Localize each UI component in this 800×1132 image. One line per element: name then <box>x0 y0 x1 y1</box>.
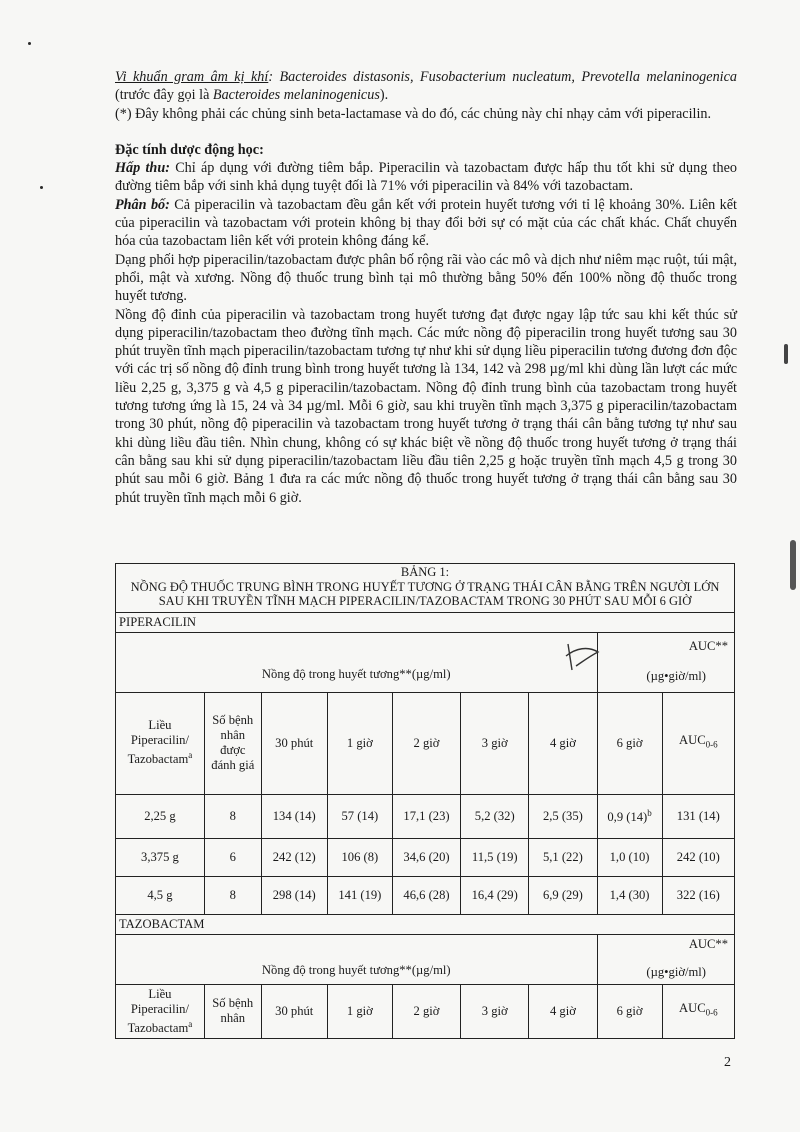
absorption-label: Hấp thu: <box>115 160 170 177</box>
table-title <box>116 564 735 613</box>
auc-header <box>597 632 734 692</box>
cell-auc: 322 (16) <box>662 876 734 914</box>
cell-t1: 141 (19) <box>327 876 392 914</box>
anaerobes-old-name: Bacteroides melaninogenicus <box>212 87 380 104</box>
cell-n: 6 <box>204 838 261 876</box>
cell-t3: 5,2 (32) <box>461 794 529 838</box>
scan-speck <box>784 344 788 364</box>
anaerobes-close: ). <box>379 87 389 104</box>
paragraph-footnote: (*) Đây không phải các chủng sinh beta-lactamase và do đó, các chủng này chỉ nhạy cảm với piperacilin. <box>115 105 712 122</box>
col-3h-2: 3 giờ <box>461 984 529 1038</box>
scan-speck <box>790 540 796 590</box>
page-number: 2 <box>724 1055 731 1070</box>
distribution-text: Cả piperacilin và tazobactam đều gắn kết với protein huyết tương với tỉ lệ khoảng 30%. Liên kết của piperacilin và tazobactam với protein không bị thay đổi bởi sự có mặt của các chất khác. Chất chuyển hóa của tazobactam liên kết với protein không đáng kể. <box>115 196 737 250</box>
col-6h-2: 6 giờ <box>597 984 662 1038</box>
col-auc-2 <box>662 984 734 1038</box>
col-dose-header-2 <box>116 984 205 1038</box>
col-2h: 2 giờ <box>392 692 460 794</box>
cell-t6: 1,0 (10) <box>597 838 662 876</box>
cell-t6 <box>597 794 662 838</box>
section-piperacilin: PIPERACILIN <box>116 612 735 632</box>
col-auc-text-2: AUC <box>679 1001 706 1016</box>
auc-label-2: AUC** <box>688 936 728 951</box>
cell-t2: 46,6 (28) <box>392 876 460 914</box>
col-4h-2: 4 giờ <box>529 984 597 1038</box>
paragraph-absorption <box>115 159 737 196</box>
col-6h: 6 giờ <box>597 692 662 794</box>
cell-dose: 4,5 g <box>116 876 205 914</box>
scan-speck <box>40 186 43 189</box>
cell-t2: 17,1 (23) <box>392 794 460 838</box>
conc-header: Nồng độ trong huyết tương**(µg/ml) <box>116 632 598 692</box>
cell-dose: 3,375 g <box>116 838 205 876</box>
col-dose-header <box>116 692 205 794</box>
table-title-number: BẢNG 1: <box>400 565 450 579</box>
cell-t4: 5,1 (22) <box>529 838 597 876</box>
cell-t4: 6,9 (29) <box>529 876 597 914</box>
cell-t4: 2,5 (35) <box>529 794 597 838</box>
cell-t30: 298 (14) <box>261 876 327 914</box>
cell-t30: 242 (12) <box>261 838 327 876</box>
cell-t6-value: 0,9 (14) <box>607 810 648 825</box>
col-dose-sup: a <box>188 750 193 761</box>
body-text <box>115 68 737 507</box>
paragraph-distribution <box>115 196 737 251</box>
cell-dose: 2,25 g <box>116 794 205 838</box>
cell-t6: 1,4 (30) <box>597 876 662 914</box>
auc-unit: (µg•giờ/ml) <box>646 668 706 683</box>
col-auc-text: AUC <box>679 733 706 748</box>
table-title-text: NỒNG ĐỘ THUỐC TRUNG BÌNH TRONG HUYẾT TƯƠNG Ở TRẠNG THÁI CÂN BẰNG TRÊN NGƯỜI LỚN SAU KHI TRUYỀN TĨNH MẠCH PIPERACILIN/TAZOBACTAM TRONG 30 PHÚT SAU MỖI 6 GIỜ <box>130 579 720 608</box>
cell-auc: 242 (10) <box>662 838 734 876</box>
anaerobes-label: Vi khuẩn gram âm kị khí <box>115 69 269 85</box>
col-dose-text-2: Liều Piperacilin/ Tazobactam <box>127 986 189 1035</box>
cell-t1: 106 (8) <box>327 838 392 876</box>
auc-label: AUC** <box>688 638 728 653</box>
col-30min-2: 30 phút <box>261 984 327 1038</box>
pk-table <box>115 563 735 1039</box>
cell-n: 8 <box>204 794 261 838</box>
anaerobes-note: (trước đây gọi là <box>115 87 213 104</box>
paragraph-tissue: Dạng phối hợp piperacilin/tazobactam được phân bố rộng rãi vào các mô và dịch như niêm mạc ruột, túi mật, phổi, mật và xương. Nồng độ thuốc trung bình tại mô thường bằng 50% đến 100% nồng độ thuốc trong huyết tương. <box>115 251 737 305</box>
paragraph-concentration: Nồng độ đỉnh của piperacilin và tazobactam trong huyết tương đạt được ngay lập tức sau khi kết thúc sử dụng piperacilin/tazobactam theo đường tĩnh mạch. Các mức nồng độ piperacilin trong huyết tương sau 30 phút truyền tĩnh mạch piperacilin/tazobactam tương tự như khi sử dụng liều piperacilin tương đương đơn độc với các trị số nồng độ đỉnh trung bình trong huyết tương là 134, 142 và 298 µg/ml khi dùng lần lượt các mức liều 2,25 g, 3,375 g và 4,5 g piperacilin/tazobactam. Nồng độ đỉnh trung bình của tazobactam trong huyết tương tương ứng là 15, 24 và 34 µg/ml. Mỗi 6 giờ, sau khi truyền tĩnh mạch 3,375 g piperacilin/tazobactam trong 30 phút, nồng độ piperacilin và tazobactam trong huyết tương ở trạng thái cân bằng tương tự như sau khi dùng liều đầu tiên. Nhìn chung, không có sự khác biệt về nồng độ thuốc trong huyết tương ở trạng thái cân bằng sau khi sử dụng piperacilin/tazobactam liều đầu tiên 2,25 g hoặc truyền tĩnh mạch 4,5 g trong 30 phút sau mỗi 6 giờ. Bảng 1 đưa ra các mức nồng độ thuốc trong huyết tương ở trạng thái cân bằng sau 30 phút truyền tĩnh mạch mỗi 6 giờ. <box>115 306 737 506</box>
table-row <box>116 794 735 838</box>
col-auc-sub-2: 0-6 <box>705 1007 718 1018</box>
anaerobes-species: : Bacteroides distasonis, Fusobacterium nucleatum, Prevotella melaninogenica <box>268 69 737 85</box>
col-4h: 4 giờ <box>529 692 597 794</box>
col-auc-sub: 0-6 <box>705 739 718 750</box>
cell-t1: 57 (14) <box>327 794 392 838</box>
col-patients-header-2: Số bệnh nhân <box>204 984 261 1038</box>
cell-t30: 134 (14) <box>261 794 327 838</box>
section-heading: Đặc tính dược động học: <box>115 141 264 158</box>
col-3h: 3 giờ <box>461 692 529 794</box>
col-1h: 1 giờ <box>327 692 392 794</box>
cell-t3: 16,4 (29) <box>461 876 529 914</box>
col-2h-2: 2 giờ <box>392 984 460 1038</box>
col-dose-text: Liều Piperacilin/ Tazobactam <box>127 718 189 767</box>
col-30min: 30 phút <box>261 692 327 794</box>
auc-header-2 <box>597 934 734 984</box>
cell-t3: 11,5 (19) <box>461 838 529 876</box>
section-tazobactam: TAZOBACTAM <box>116 914 735 934</box>
col-dose-sup-2: a <box>188 1018 193 1029</box>
scan-speck <box>28 42 31 45</box>
cell-auc: 131 (14) <box>662 794 734 838</box>
table-row <box>116 876 735 914</box>
cell-t2: 34,6 (20) <box>392 838 460 876</box>
absorption-text: Chỉ áp dụng với đường tiêm bắp. Piperacilin và tazobactam được hấp thu tốt khi sử dụng theo đường tiêm bắp với sinh khả dụng tuyệt đối là 71% với piperacilin và 84% với tazobactam. <box>115 160 737 195</box>
col-1h-2: 1 giờ <box>327 984 392 1038</box>
col-auc <box>662 692 734 794</box>
table-row <box>116 838 735 876</box>
conc-header-2: Nồng độ trong huyết tương**(µg/ml) <box>116 934 598 984</box>
paragraph-anaerobes <box>115 68 737 105</box>
handwritten-mark <box>562 640 606 674</box>
distribution-label: Phân bố: <box>115 196 170 213</box>
cell-n: 8 <box>204 876 261 914</box>
auc-unit-2: (µg•giờ/ml) <box>646 964 706 979</box>
col-patients-header: Số bệnh nhân được đánh giá <box>204 692 261 794</box>
cell-t6-sup: b <box>647 808 652 819</box>
